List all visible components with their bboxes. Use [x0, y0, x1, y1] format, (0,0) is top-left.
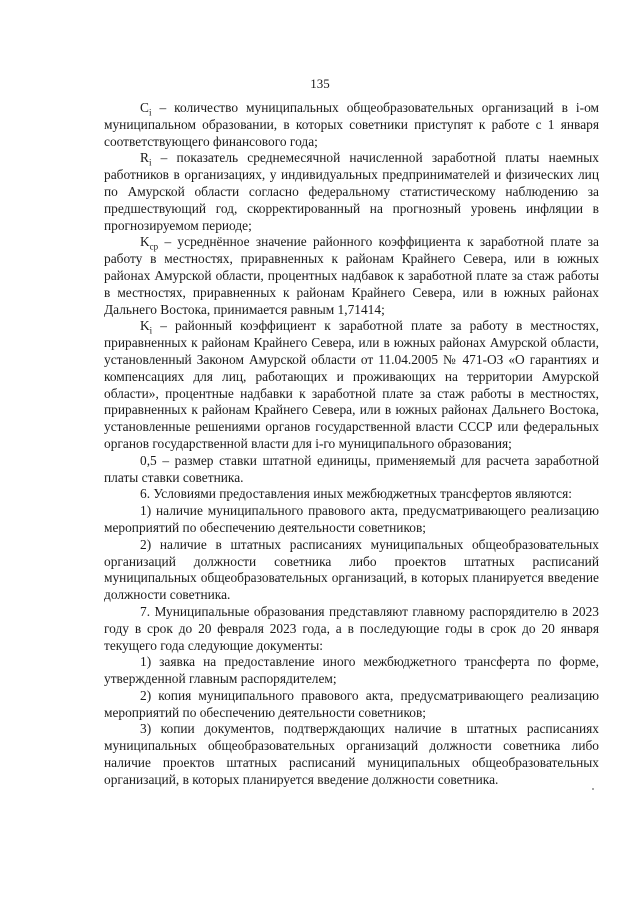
paragraph-document-2: 2) копия муниципального правового акта, предусматривающего реализацию мероприятий по обеспечению деятельности советников;: [104, 687, 599, 720]
paragraph-section-7: 7. Муниципальные образования представляют главному распорядителю в 2023 году в срок до 20 февраля 2023 года, а в последующие годы в срок до 20 января текущего года следующие документы:: [104, 603, 599, 653]
paragraph-ki-definition: [104, 318, 599, 452]
paragraph-ci-definition: [104, 100, 599, 150]
paragraph-rate-definition: 0,5 – размер ставки штатной единицы, применяемый для расчета заработной платы ставки советника.: [104, 452, 599, 485]
paragraph-section-6: 6. Условиями предоставления иных межбюджетных трансфертов являются:: [140, 486, 573, 502]
subscript-i: i: [148, 107, 152, 118]
page-number: 135: [310, 76, 330, 91]
paragraph-kcp-definition: [104, 234, 599, 318]
paragraph-document-3: 3) копии документов, подтверждающих наличие в штатных расписаниях муниципальных общеобразовательных организаций должности советника либо наличие проектов штатных расписаний муниципальных общеобразовательных организаций, в которых планируется введение должности советника.: [104, 721, 599, 787]
subscript-i: i: [149, 326, 153, 337]
document-body: [104, 100, 599, 789]
symbol-k: K: [140, 318, 150, 334]
subscript-cp: ср: [149, 242, 159, 253]
paragraph-text: – показатель среднемесячной начисленной заработной платы наемных работников в организациях, у индивидуальных предпринимателей и физических лиц по Амурской области согласно федеральному статистическому наблюдению за предшествующий год, скорректированный на прогнозный уровень инфляции в прогнозируемом периоде;: [104, 150, 599, 233]
symbol-k: K: [140, 234, 150, 250]
scan-artifact-dot: [592, 788, 594, 790]
symbol-c: C: [140, 100, 149, 115]
symbol-r: R: [140, 150, 149, 166]
paragraph-ri-definition: [104, 150, 599, 234]
paragraph-text: – усреднённое значение районного коэффициента к заработной плате за работу в местностях, приравненных к районам Крайнего Севера, или в южных районах Амурской области, процентных надбавок к заработной плате за стаж работы в местностях, приравненных к районам Крайнего Севера, или в южных районах Дальнего Востока, принимается равным 1,71414;: [104, 234, 599, 317]
paragraph-document-1: 1) заявка на предоставление иного межбюджетного трансферта по форме, утвержденной главным распорядителем;: [104, 654, 599, 687]
paragraph-condition-1: 1) наличие муниципального правового акта, предусматривающего реализацию мероприятий по обеспечению деятельности советников;: [104, 503, 599, 535]
paragraph-condition-2: 2) наличие в штатных расписаниях муниципальных общеобразовательных организаций должности советника либо проектов штатных расписаний муниципальных общеобразовательных организаций, в которых планируется введение должности советника.: [104, 536, 599, 603]
subscript-i: i: [148, 158, 152, 169]
paragraph-text: – количество муниципальных общеобразовательных организаций в i-ом муниципальном образовании, в которых советники приступят к работе с 1 января соответствующего финансового года;: [104, 100, 599, 149]
paragraph-text: – районный коэффициент к заработной плате за работу в местностях, приравненных к районам Крайнего Севера, или в южных районах Амурской области, установленный Законом Амурской области от 11.04.2005 № 471-ОЗ «О гарантиях и компенсациях для лиц, работающих и проживающих на территории Амурской области», процентные надбавки к заработной плате за стаж работы в местностях, приравненных к районам Крайнего Севера, или в южных районах Дальнего Востока, установленные решениями органов государственной власти СССР или федеральных органов государственной власти для i-го муниципального образования;: [104, 318, 599, 451]
